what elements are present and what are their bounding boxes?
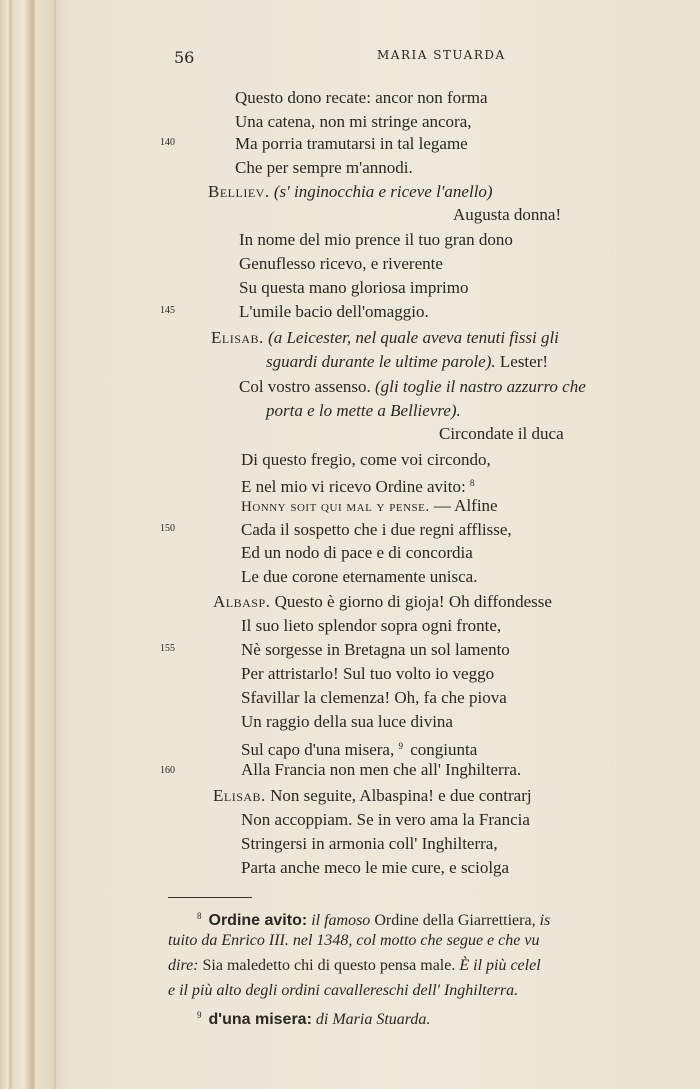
verse-line: Una catena, non mi stringe ancora, (235, 112, 472, 131)
verse-line (266, 400, 461, 422)
verse-line: Genuflesso ricevo, e riverente (239, 254, 443, 273)
verse-line: Honny soit qui mal y pense. — Alfine (241, 496, 498, 515)
verse-line: Le due corone eternamente unisca. (241, 567, 478, 586)
stage-direction: sguardi durante le ultime parole). (266, 352, 496, 371)
verse-line: Per attristarlo! Sul tuo volto io veggo (241, 664, 495, 683)
verse-line: Sul capo d'una misera, $^9$ congiunta (241, 740, 478, 759)
verse-line: Che per sempre m'annodi. (235, 158, 413, 177)
verse-line: L'umile bacio dell'omaggio. (239, 302, 429, 321)
verse-line: Circondate il duca (439, 424, 564, 443)
footnote-rule (168, 897, 252, 898)
stage-direction: (s' inginocchia e riceve l'anello) (273, 182, 493, 201)
book-page (56, 0, 700, 1089)
speaker-name: Elisab. (211, 328, 264, 347)
footnote-line: dire: Sia maledetto chi di questo pensa male. È il più celel (168, 957, 541, 974)
verse-line: Nè sorgesse in Bretagna un sol lamento (241, 640, 510, 659)
footnote-ref: 8 (469, 478, 475, 488)
line-number: 140 (160, 137, 175, 148)
verse-line: Stringersi in armonia coll' Inghilterra, (241, 834, 498, 853)
verse-line: Alla Francia non men che all' Inghilterra. (241, 760, 522, 779)
verse-line: Sfavillar la clemenza! Oh, fa che piova (241, 688, 507, 707)
stage-direction: (gli toglie il nastro azzurro che (375, 377, 586, 396)
footnote-term: Ordine avito: (208, 912, 308, 929)
verse-line: Un raggio della sua luce divina (241, 712, 453, 731)
motto-text: Honny soit qui mal y pense. (241, 499, 430, 515)
book-spine (0, 0, 56, 1089)
speaker-name: Elisab. (213, 786, 266, 805)
stage-direction: porta e lo mette a Bellievre). (266, 401, 461, 420)
footnote-line: e il più alto degli ordini cavallereschi dell' Inghilterra. (168, 982, 519, 999)
verse-line: sguardi durante le ultime parole). Lester! (266, 352, 549, 371)
verse-line (211, 327, 559, 349)
verse-line: Albasp. Questo è giorno di gioja! Oh diffondesse (213, 592, 552, 611)
verse-line: Il suo lieto splendor sopra ogni fronte, (241, 616, 502, 635)
verse-line: Su questa mano gloriosa imprimo (239, 278, 469, 297)
line-number: 155 (160, 643, 175, 654)
verse-line: Augusta donna! (453, 205, 562, 224)
verse-line: E nel mio vi ricevo Ordine avito: $^8$ (241, 477, 475, 496)
speaker-name: Belliev. (208, 182, 270, 201)
footnote: $^8$ Ordine avito: il famoso Ordine della Giarrettiera, is (197, 911, 551, 929)
footnote: $^9$ d'una misera: di Maria Stuarda. (197, 1010, 431, 1028)
verse-line (208, 181, 493, 203)
verse-line: Cada il sospetto che i due regni afflisse, (241, 520, 512, 539)
footnote-mark: 9 (197, 1010, 202, 1020)
footnote-line: tuito da Enrico III. nel 1348, col motto che segue e che vu (168, 932, 540, 949)
stage-direction: (a Leicester, nel quale aveva tenuti fissi gli (268, 328, 559, 347)
page-number: 56 (174, 48, 195, 67)
verse-line: Ed un nodo di pace e di concordia (241, 543, 473, 562)
line-number: 150 (160, 523, 175, 534)
footnote-ref: 9 (398, 741, 403, 751)
footnote-term: d'una misera: (208, 1011, 312, 1028)
line-number: 160 (160, 765, 175, 776)
verse-line: In nome del mio prence il tuo gran dono (239, 230, 513, 249)
verse-line: Parta anche meco le mie cure, e sciolga (241, 858, 510, 877)
running-title: MARIA STUARDA (377, 48, 506, 62)
verse-line: Non accoppiam. Se in vero ama la Francia (241, 810, 530, 829)
speaker-name: Albasp. (213, 592, 271, 611)
verse-line: Ma porria tramutarsi in tal legame (235, 134, 468, 153)
verse-line: Col vostro assenso. (gli toglie il nastro azzurro che (239, 377, 586, 396)
verse-line: Di questo fregio, come voi circondo, (241, 450, 491, 469)
verse-line: Elisab. Non seguite, Albaspina! e due contrarj (213, 786, 532, 805)
verse-line: Questo dono recate: ancor non forma (235, 88, 488, 107)
line-number: 145 (160, 305, 175, 316)
footnote-mark: 8 (197, 911, 202, 921)
